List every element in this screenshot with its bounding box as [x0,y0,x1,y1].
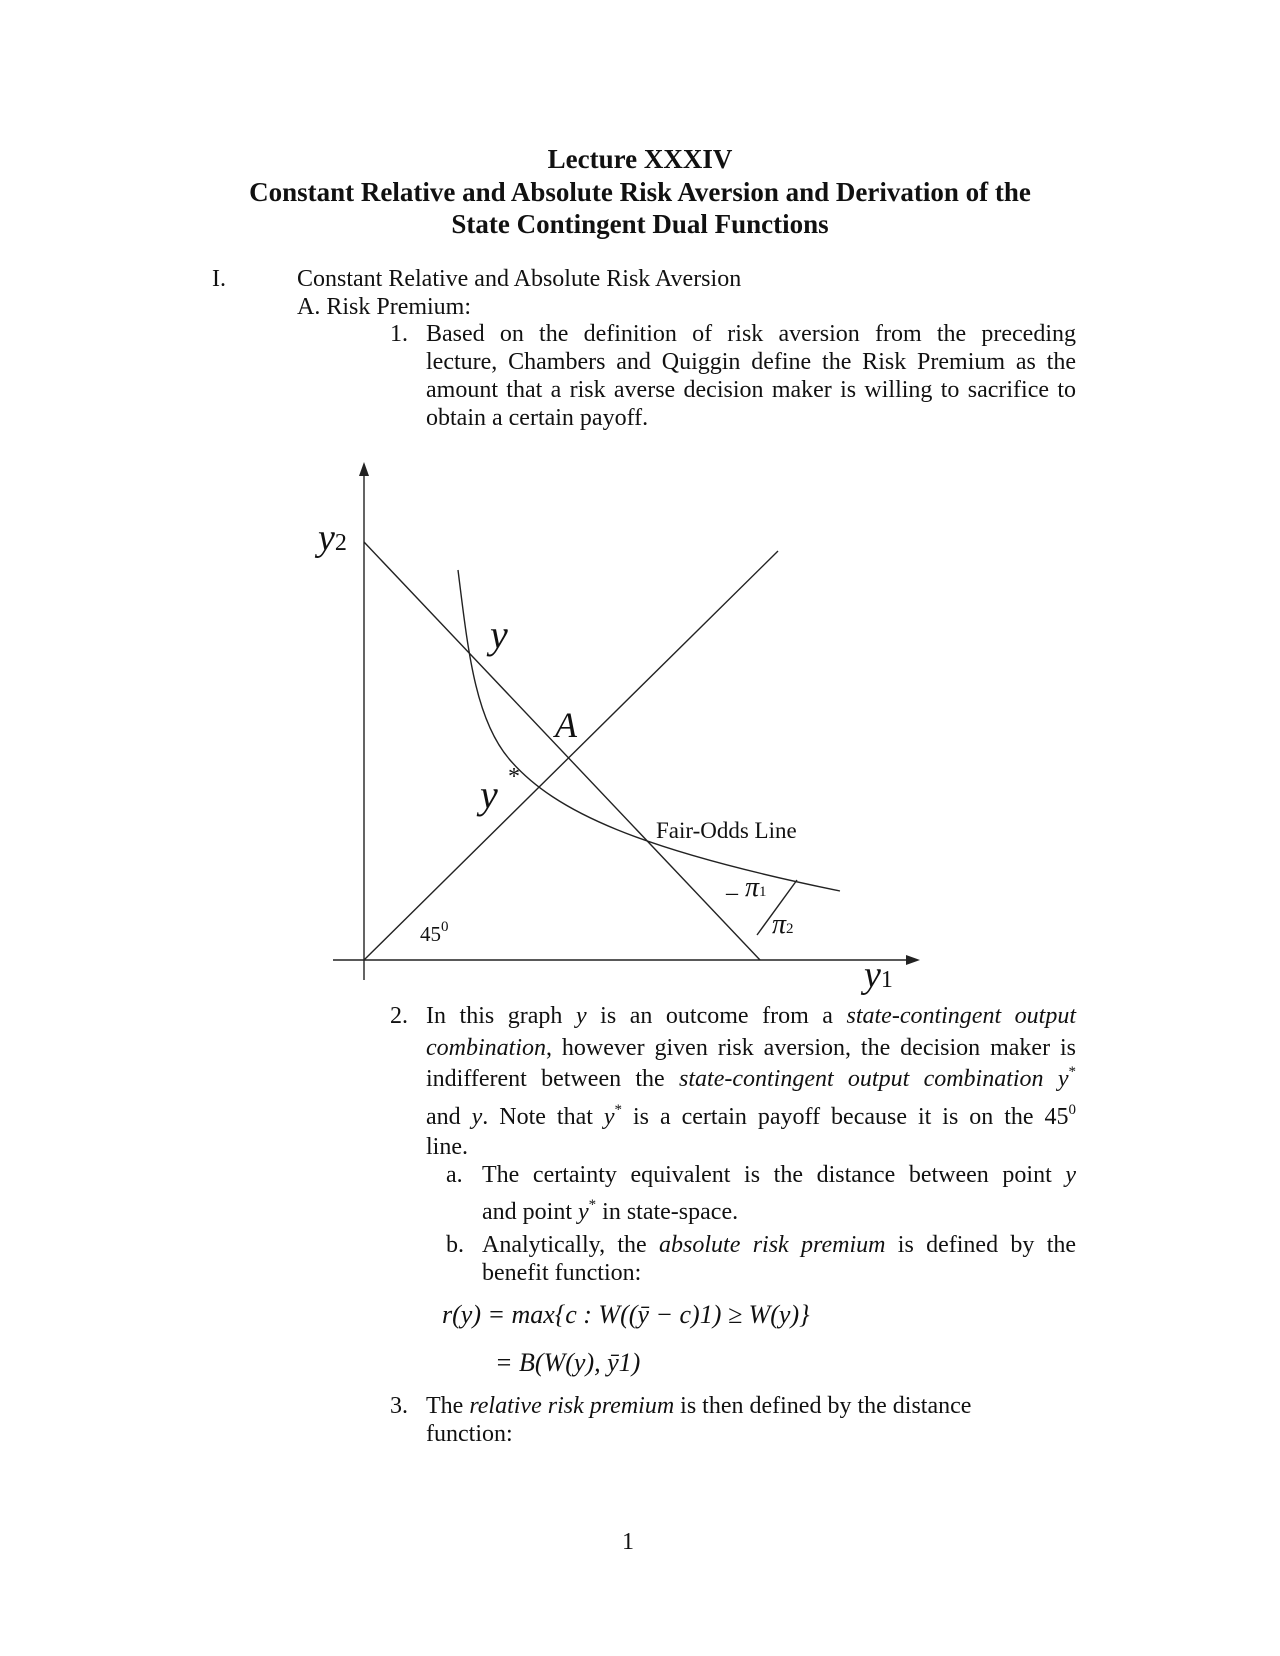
point-a-label: A [555,705,577,745]
page-number: 1 [622,1529,634,1555]
item3-line2: function: [426,1421,513,1447]
item2-line3: indifferent between the state-contingent output combination y* [426,1064,1077,1092]
equation-risk-premium: r(y) = max{c : W((ȳ − c)1) ≥ W(y)} [442,1300,810,1329]
fair-odds-label: Fair-Odds Line [656,818,797,843]
item1-number: 1. [390,321,408,347]
item2-number: 2. [390,1003,408,1029]
forty-five-degree-line [364,551,778,960]
y1-axis-label: y1 [864,954,893,996]
item2-line5: line. [426,1134,468,1160]
item2-line4: and y. Note that y* is a certain payoff because it is on the $45^0$ [426,1102,1077,1130]
sub-b-line1: Analytically, the absolute risk premium is defined by the [482,1232,1077,1258]
page-title-line1: Constant Relative and Absolute Risk Aversion and Derivation of the [249,177,1031,207]
item1-line4: obtain a certain payoff. [426,405,649,431]
y1-axis-arrow [906,955,920,965]
angle-label: $45^0$ [420,919,449,946]
y2-axis-label: y2 [318,517,347,559]
page-title-line2: State Contingent Dual Functions [451,209,829,239]
point-ystar-label: y [480,772,498,817]
sub-a-line2: and point y* in state-space. [482,1197,739,1225]
y2-axis-arrow [359,462,369,476]
item2-line2: combination, however given risk aversion, the decision maker is [426,1035,1076,1061]
sub-a-label: a. [446,1162,463,1188]
equation-benefit-function: = B(W(y), ȳ1) [495,1348,641,1377]
point-ystar-star: * [508,764,520,790]
item3-number: 3. [390,1393,408,1419]
subsection-heading: A. Risk Premium: [297,294,472,320]
slope-minus: – [726,880,738,906]
item1-line2: lecture, Chambers and Quiggin define the Risk Premium as the [426,349,1076,375]
point-y-label: y [490,612,508,657]
fair-odds-line [364,542,760,960]
section-heading: Constant Relative and Absolute Risk Aversion [297,266,742,292]
sub-b-line2: benefit function: [482,1260,642,1286]
sub-b-label: b. [446,1232,464,1258]
item3-line1: The relative risk premium is then defined by the distance [426,1393,972,1419]
slope-pi1: π1 [745,872,767,903]
item2-line1: In this graph y is an outcome from a state-contingent output [426,1003,1077,1029]
item1-line1: Based on the definition of risk aversion from the preceding [426,321,1076,347]
section-numeral: I. [212,266,226,292]
slope-pi2: π2 [772,909,794,940]
lecture-number: Lecture XXXIV [547,144,733,174]
item1-line3: amount that a risk averse decision maker is willing to sacrifice to [426,377,1076,403]
sub-a-line1: The certainty equivalent is the distance between point y [482,1162,1076,1188]
